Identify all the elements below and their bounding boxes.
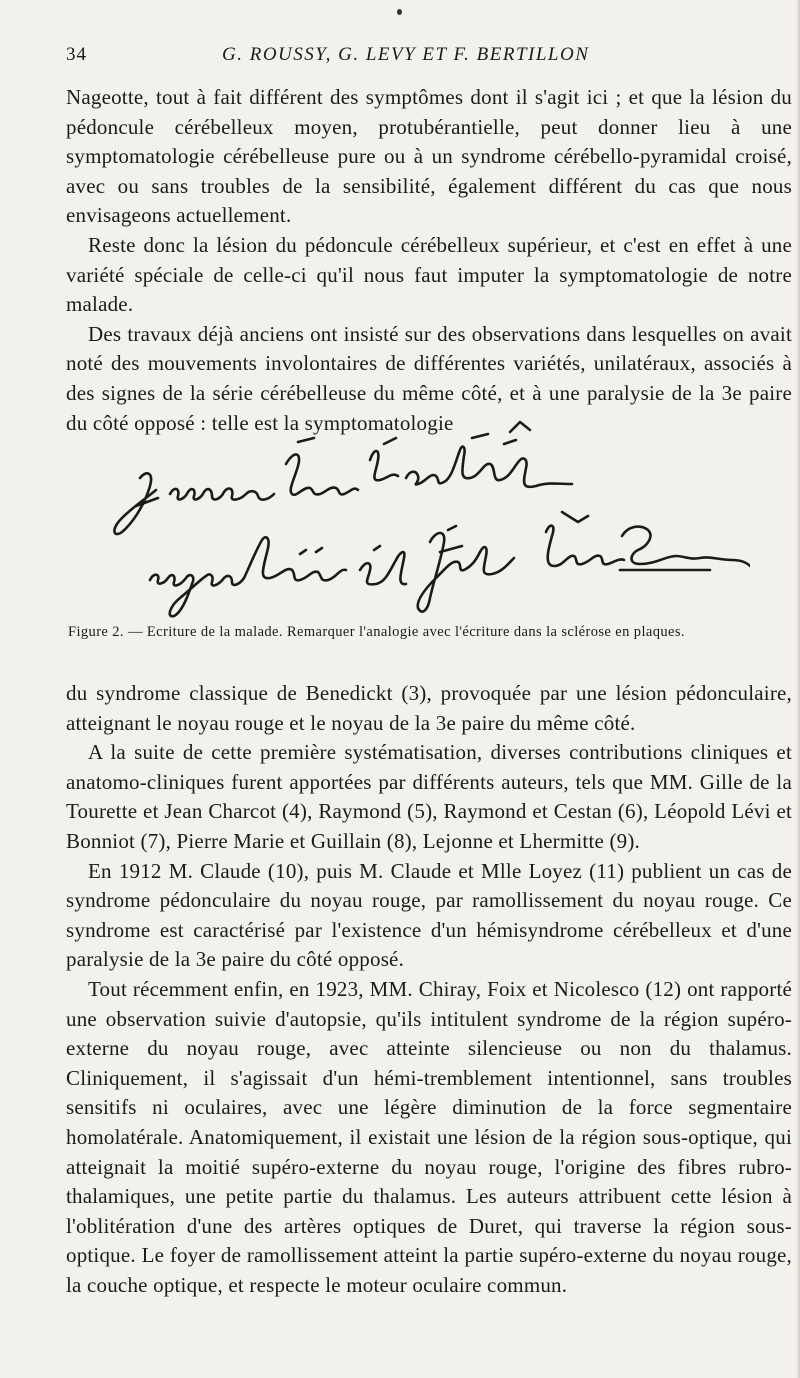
paragraph: En 1912 M. Claude (10), puis M. Claude et Mlle Loyez (11) publient un cas de syndrome pédonculaire du noyau rouge, par ramollissement du noyau rouge. Ce syndrome est caractérisé par l'existence d'un hémisyndrome cérébelleux et d'une paralysie de la 3e paire du côté opposé.: [66, 858, 792, 972]
paragraph: Nageotte, tout à fait différent des symptômes dont il s'agit ici ; et que la lésion du pédoncule cérébelleux moyen, protubérantielle, peut donner lieu à une symptomatologie cérébelleuse pure ou à un syndrome cérébello-pyramidal croisé, avec ou sans troubles de la sensibilité, également différent du cas que nous envisageons actuellement.: [66, 85, 792, 228]
handwriting-sample: [100, 420, 750, 620]
page-header: [66, 44, 786, 72]
paragraph: Des travaux déjà anciens ont insisté sur des observations dans lesquelles on avait noté des mouvements involontaires de différentes variétés, unilatéraux, associés à des signes de la série cérébelleuse du même côté, et à une paralysie de la 3e paire du côté opposé : telle est la symptomatologie: [66, 321, 792, 435]
body-text-bottom: [66, 679, 792, 1300]
page-edge-shadow: [796, 0, 800, 1378]
paragraph: du syndrome classique de Benedickt (3), provoquée par une lésion pédonculaire, atteignant le noyau rouge et le noyau de la 3e paire du même côté.: [66, 681, 792, 735]
body-text-top: [66, 83, 792, 438]
page-number: 34: [66, 44, 87, 65]
paragraph: Reste donc la lésion du pédoncule cérébelleux supérieur, et c'est en effet à une variété spéciale de celle-ci qu'il nous faut imputer la symptomatologie de notre malade.: [66, 232, 792, 317]
figure-caption: Figure 2. — Ecriture de la malade. Remarquer l'analogie avec l'écriture dans la sclérose en plaques.: [68, 624, 685, 640]
running-title: G. ROUSSY, G. LEVY ET F. BERTILLON: [222, 44, 590, 65]
ink-speck: [397, 9, 402, 15]
handwriting-figure: [100, 420, 750, 620]
paragraph: Tout récemment enfin, en 1923, MM. Chiray, Foix et Nicolesco (12) ont rapporté une observation suivie d'autopsie, qu'ils intitulent syndrome de la région supéro-externe du noyau rouge, avec atteinte silencieuse ou non du thalamus. Cliniquement, il s'agissait d'un hémi-tremblement intentionnel, sans troubles sensitifs ni oculaires, avec une légère diminution de la force segmentaire homolatérale. Anatomiquement, il existait une lésion de la région sous-optique, qui atteignait la moitié supéro-externe du noyau rouge, l'origine des fibres rubro-thalamiques, une petite partie du thalamus. Les auteurs attribuent cette lésion à l'oblitération d'une des artères optiques de Duret, qui traverse la région sous-optique. Le foyer de ramollissement atteint la partie supéro-externe du noyau rouge, la couche optique, et respecte le moteur oculaire commun.: [66, 976, 792, 1297]
paragraph: A la suite de cette première systématisation, diverses contributions cliniques et anatomo-cliniques furent apportées par différents auteurs, tels que MM. Gille de la Tourette et Jean Charcot (4), Raymond (5), Raymond et Cestan (6), Léopold Lévi et Bonniot (7), Pierre Marie et Guillain (8), Lejonne et Lhermitte (9).: [66, 740, 792, 853]
